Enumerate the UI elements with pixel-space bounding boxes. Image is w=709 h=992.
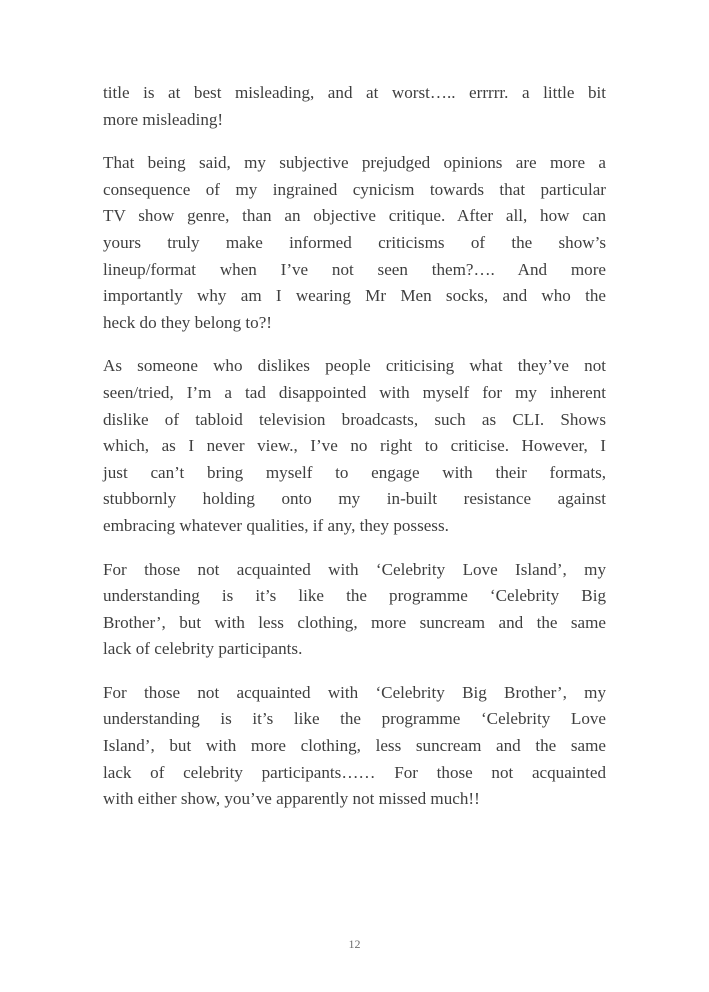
text-line: embracing whatever qualities, if any, they possess. [103,515,449,535]
text-line: That being said, my subjective prejudged opinions are more a [103,153,606,173]
paragraph [103,353,606,539]
text-line: For those not acquainted with ‘Celebrity Love Island’, my [103,559,606,579]
page-number: 12 [348,937,361,951]
text-line: title is at best misleading, and at worst….. errrrr. a little bit [103,83,606,102]
paragraph [103,80,606,133]
text-line: seen/tried, I’m a tad disappointed with myself for my inherent [103,382,606,402]
text-line: stubbornly holding onto my in-built resistance against [103,489,606,509]
page-body [103,80,606,813]
text-line: lack of celebrity participants…… For those not acquainted [103,762,606,782]
text-line: consequence of my ingrained cynicism towards that particular [103,179,606,199]
text-line: just can’t bring myself to engage with their formats, [103,462,606,482]
paragraph [103,150,606,336]
text-line: lineup/format when I’ve not seen them?…. And more [103,259,606,279]
text-line: Brother’, but with less clothing, more suncream and the same [103,612,606,632]
text-line: yours truly make informed criticisms of the show’s [103,232,606,252]
text-line: which, as I never view., I’ve no right to criticise. However, I [103,436,606,456]
text-line: heck do they belong to?! [103,312,272,332]
paragraph [103,557,606,663]
text-line: TV show genre, than an objective critique. After all, how can [103,206,606,226]
text-line: As someone who dislikes people criticising what they’ve not [103,356,606,376]
text-line: understanding is it’s like the programme ‘Celebrity Big [103,586,606,606]
text-line: Island’, but with more clothing, less suncream and the same [103,736,606,756]
paragraph [103,680,606,813]
text-line: more misleading! [103,109,224,129]
text-line: For those not acquainted with ‘Celebrity Big Brother’, my [103,682,606,702]
text-line: lack of celebrity participants. [103,639,303,659]
text-line: dislike of tabloid television broadcasts, such as CLI. Shows [103,409,606,429]
text-line: with either show, you’ve apparently not missed much!! [103,789,480,809]
text-line: understanding is it’s like the programme ‘Celebrity Love [103,709,606,729]
text-line: importantly why am I wearing Mr Men socks, and who the [103,286,606,306]
